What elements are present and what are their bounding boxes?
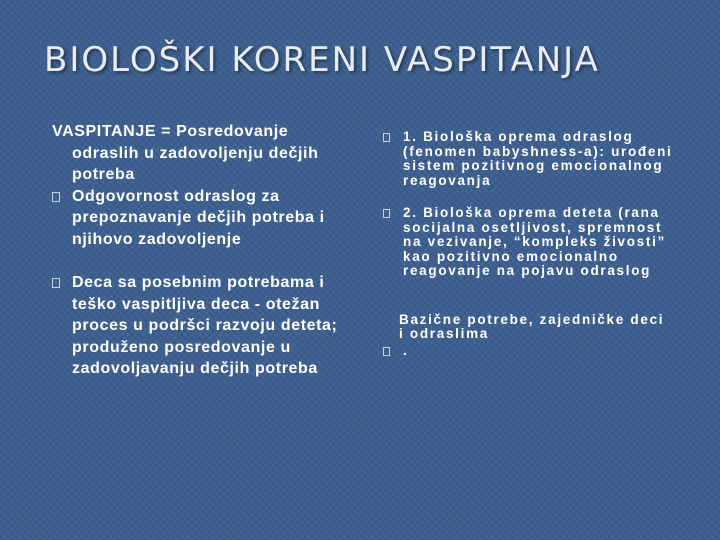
bullet-icon — [383, 347, 390, 356]
bullet-icon — [52, 192, 60, 202]
bullet-icon — [383, 209, 390, 218]
spacer — [52, 250, 352, 272]
lead-continuation: odraslih u zadovoljenju dečjih potreba — [72, 144, 319, 183]
lead-first-line: VASPITANJE = Posredovanje — [52, 123, 289, 140]
bullet-item-adult-equipment — [383, 130, 673, 188]
bullet-item-special-needs — [52, 272, 352, 380]
bullet-text: Deca sa posebnim potrebama i teško vaspitljiva deca - otežan proces u podršci razvoju deteta; produženo posredovanje u zadovoljavanju dečjih potreba — [72, 274, 338, 377]
bullet-item-responsibility — [52, 186, 352, 251]
lead-paragraph — [52, 121, 352, 186]
bullet-icon — [383, 133, 390, 142]
bullet-icon — [52, 278, 60, 288]
slide-title: BIOLOŠKI KORENI VASPITANJA — [44, 40, 600, 80]
right-column — [383, 130, 673, 358]
bullet-item-empty — [383, 344, 673, 359]
bullet-item-child-equipment — [383, 206, 673, 279]
basic-needs-note: Bazične potrebe, zajedničke deci i odraslima — [399, 311, 665, 341]
bullet-text: Odgovornost odraslog za prepoznavanje dečjih potreba i njihovo zadovoljenje — [72, 187, 325, 248]
bullet-text: 2. Biološka oprema deteta (rana socijalna osetljivost, spremnost na vezivanje, “kompleks živosti” kao pozitivno emocionalno reagovanje na pojavu odraslog — [403, 205, 666, 278]
bullet-text: 1. Biološka oprema odraslog (fenomen babyshness-a): urođeni sistem pozitivnog emocionalnog reagovanja — [403, 129, 673, 188]
bullet-text: . — [403, 342, 409, 358]
left-column — [52, 121, 352, 380]
